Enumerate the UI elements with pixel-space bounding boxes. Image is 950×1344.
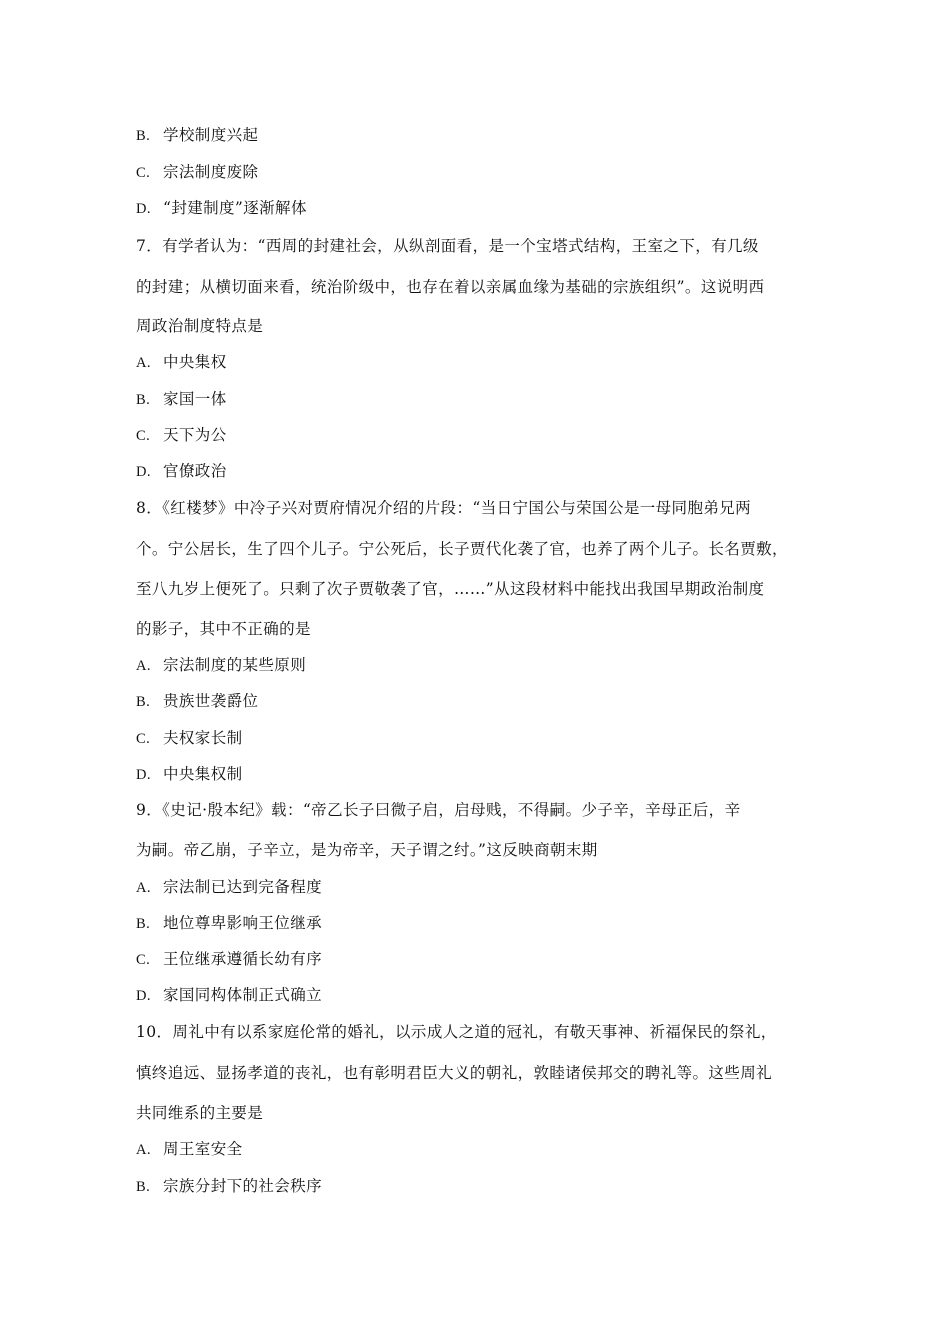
q6-option-c: C. 宗法制度废除 xyxy=(136,163,259,181)
q10-text-line-2: 慎终追远、显扬孝道的丧礼，也有彰明君臣大义的朝礼，敦睦诸侯邦交的聘礼等。这些周礼 xyxy=(136,1064,773,1082)
q10-text-line-3: 共同维系的主要是 xyxy=(136,1104,264,1122)
q9-text-line-1: 9．《史记·殷本纪》载：“帝乙长子曰微子启，启母贱，不得嗣。少子辛，辛母正后，辛 xyxy=(136,801,741,819)
q8-text-line-1: 8．《红楼梦》中冷子兴对贾府情况介绍的片段：“当日宁国公与荣国公是一母同胞弟兄两 xyxy=(136,499,752,517)
q6-option-d: D. “封建制度”逐渐解体 xyxy=(136,199,307,217)
q8-text-line-3: 至八九岁上便死了。只剩了次子贾敬袭了官，……”从这段材料中能找出我国早期政治制度 xyxy=(136,580,765,598)
q10-option-a: A. 周王室安全 xyxy=(136,1140,243,1158)
q9-text-line-2: 为嗣。帝乙崩，子辛立，是为帝辛，天子谓之纣。”这反映商朝末期 xyxy=(136,841,598,859)
q8-option-c: C. 夫权家长制 xyxy=(136,729,243,747)
q8-text-line-2: 个。宁公居长，生了四个儿子。宁公死后，长子贾代化袭了官，也养了两个儿子。长名贾敷， xyxy=(136,540,788,558)
q8-option-b: B. 贵族世袭爵位 xyxy=(136,692,259,710)
q7-text-line-1: 7．有学者认为：“西周的封建社会，从纵剖面看，是一个宝塔式结构，王室之下，有几级 xyxy=(136,237,759,255)
q7-option-b: B. 家国一体 xyxy=(136,390,227,408)
q9-option-b: B. 地位尊卑影响王位继承 xyxy=(136,914,323,932)
q7-text-line-2: 的封建；从横切面来看，统治阶级中，也存在着以亲属血缘为基础的宗族组织”。这说明西 xyxy=(136,278,765,296)
q6-option-b: B. 学校制度兴起 xyxy=(136,126,259,144)
q10-option-b: B. 宗族分封下的社会秩序 xyxy=(136,1177,323,1195)
q7-option-c: C. 天下为公 xyxy=(136,426,227,444)
q7-text-line-3: 周政治制度特点是 xyxy=(136,317,264,335)
q8-text-line-4: 的影子，其中不正确的是 xyxy=(136,620,311,638)
q10-text-line-1: 10．周礼中有以系家庭伦常的婚礼，以示成人之道的冠礼，有敬天事神、祈福保民的祭礼， xyxy=(136,1023,777,1041)
q9-option-c: C. 王位继承遵循长幼有序 xyxy=(136,950,323,968)
q9-option-a: A. 宗法制已达到完备程度 xyxy=(136,878,323,896)
q7-option-a: A. 中央集权 xyxy=(136,353,227,371)
q8-option-a: A. 宗法制度的某些原则 xyxy=(136,656,307,674)
q9-option-d: D. 家国同构体制正式确立 xyxy=(136,986,323,1004)
q8-option-d: D. 中央集权制 xyxy=(136,765,243,783)
q7-option-d: D. 官僚政治 xyxy=(136,462,227,480)
